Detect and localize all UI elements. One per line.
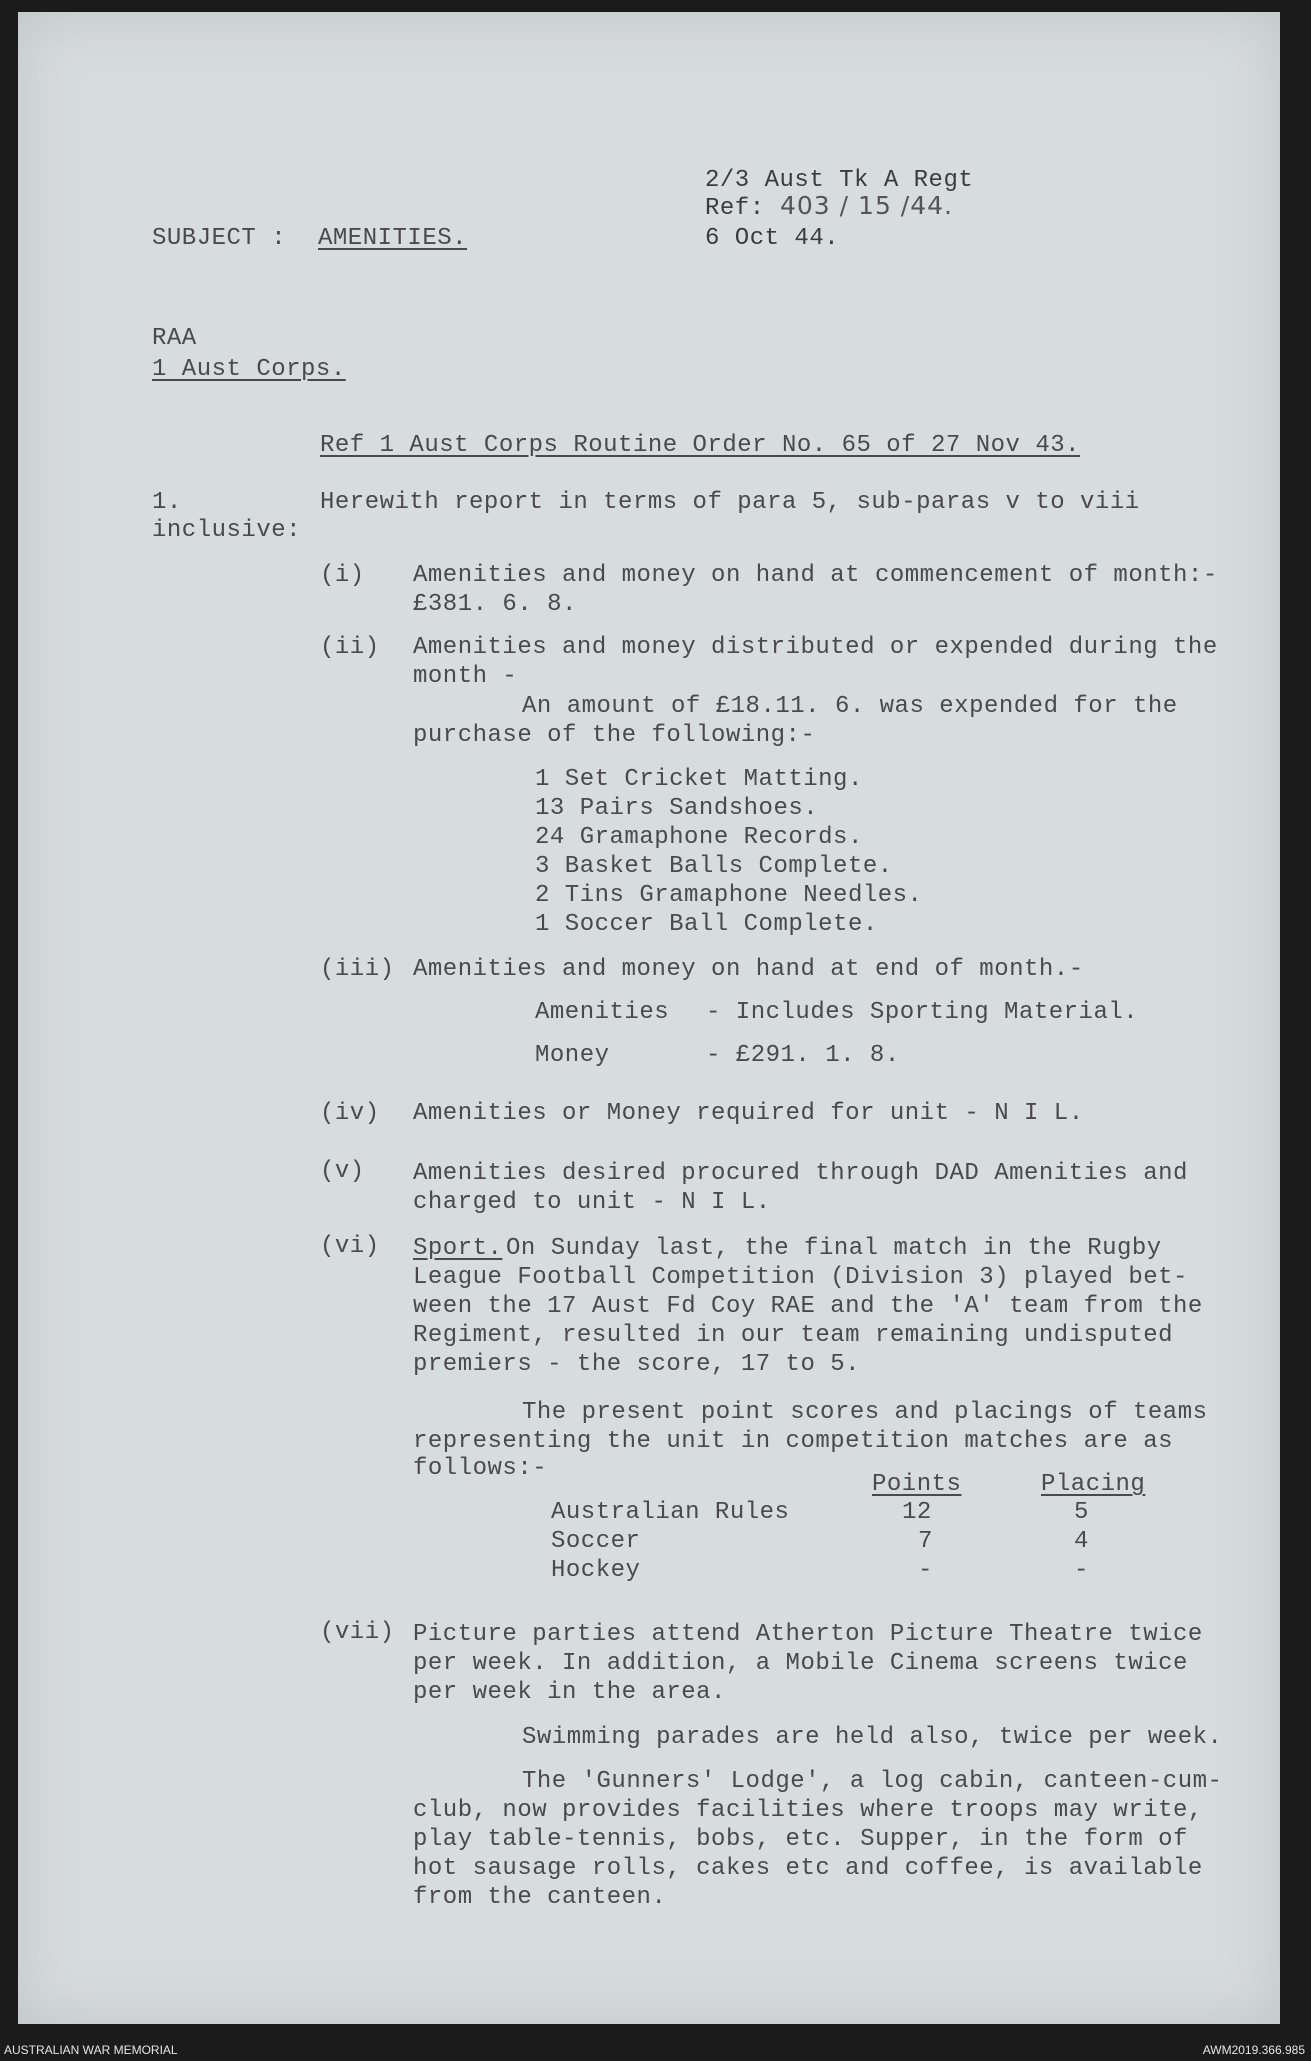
item-vi-number: (vi): [320, 1233, 380, 1260]
item-vii-line2: per week. In addition, a Mobile Cinema screens twice: [413, 1650, 1188, 1677]
table-row-team: Australian Rules: [551, 1499, 790, 1526]
item-i-line2: £381. 6. 8.: [413, 591, 577, 618]
para-text-cont: inclusive:: [152, 517, 302, 544]
purchase-item: 1 Set Cricket Matting.: [535, 766, 863, 793]
money-value: - £291. 1. 8.: [706, 1042, 900, 1069]
table-row-team: Hockey: [551, 1557, 641, 1584]
addressee-line2: 1 Aust Corps.: [152, 356, 346, 383]
item-vii-line1: Picture parties attend Atherton Picture Theatre twice: [413, 1621, 1203, 1648]
footer-item-id: AWM2019.366.985: [1202, 2043, 1305, 2057]
item-ii-line3: An amount of £18.11. 6. was expended for the: [522, 693, 1178, 720]
item-v-number: (v): [320, 1158, 365, 1185]
ref-label: Ref:: [705, 195, 765, 222]
item-ii-line1: Amenities and money distributed or expended during the: [413, 634, 1218, 661]
item-v-line1: Amenities desired procured through DAD Amenities and: [413, 1160, 1188, 1187]
item-vii-line5: The 'Gunners' Lodge', a log cabin, canteen-cum-: [522, 1768, 1223, 1795]
table-row-points: -: [918, 1557, 933, 1584]
item-i-line1: Amenities and money on hand at commencement of month:-: [413, 562, 1218, 589]
para-number: 1.: [152, 489, 182, 516]
item-i-number: (i): [320, 562, 365, 589]
purchase-item: 1 Soccer Ball Complete.: [535, 911, 878, 938]
table-row-placing: 4: [1074, 1528, 1089, 1555]
item-vii-line7: play table-tennis, bobs, etc. Supper, in the form of: [413, 1826, 1188, 1853]
item-v-line2: charged to unit - N I L.: [413, 1189, 771, 1216]
item-vi-line3: ween the 17 Aust Fd Coy RAE and the 'A' team from the: [413, 1293, 1203, 1320]
table-row-points: 12: [902, 1499, 932, 1526]
item-vi-line1: On Sunday last, the final match in the Rugby: [506, 1235, 1162, 1262]
table-header-points: Points: [872, 1471, 962, 1498]
table-row-placing: -: [1074, 1557, 1089, 1584]
reference-line: Ref 1 Aust Corps Routine Order No. 65 of 27 Nov 43.: [320, 432, 1081, 459]
item-iv-line1: Amenities or Money required for unit - N I L.: [413, 1100, 1084, 1127]
purchase-item: 24 Gramaphone Records.: [535, 824, 863, 851]
ref-number: 403 / 15 /44.: [780, 191, 953, 220]
item-ii-line4: purchase of the following:-: [413, 722, 816, 749]
purchase-item: 2 Tins Gramaphone Needles.: [535, 882, 923, 909]
subject-title: AMENITIES.: [318, 225, 468, 252]
item-vi-line5: premiers - the score, 17 to 5.: [413, 1351, 861, 1378]
sport-heading: Sport.: [413, 1235, 503, 1262]
item-iii-line1: Amenities and money on hand at end of month.-: [413, 956, 1084, 983]
item-vii-line4: Swimming parades are held also, twice per week.: [522, 1724, 1223, 1751]
item-iii-number: (iii): [320, 956, 395, 983]
money-label: Money: [535, 1042, 610, 1069]
item-vii-line6: club, now provides facilities where troops may write,: [413, 1797, 1203, 1824]
item-vi-line4: Regiment, resulted in our team remaining undisputed: [413, 1322, 1174, 1349]
item-ii-number: (ii): [320, 634, 380, 661]
item-vi-line8: follows:-: [413, 1455, 548, 1482]
amenities-value: - Includes Sporting Material.: [706, 999, 1139, 1026]
table-row-placing: 5: [1074, 1499, 1089, 1526]
item-vii-number: (vii): [320, 1619, 395, 1646]
item-vi-line6: The present point scores and placings of teams: [522, 1399, 1208, 1426]
unit-name: 2/3 Aust Tk A Regt: [705, 167, 974, 194]
item-vii-line3: per week in the area.: [413, 1679, 726, 1706]
item-vii-line9: from the canteen.: [413, 1884, 667, 1911]
subject-label: SUBJECT :: [152, 225, 287, 252]
item-vi-line7: representing the unit in competition matches are as: [413, 1428, 1174, 1455]
purchase-item: 13 Pairs Sandshoes.: [535, 795, 819, 822]
para-text: Herewith report in terms of para 5, sub-paras v to viii: [320, 489, 1140, 516]
addressee-line1: RAA: [152, 325, 197, 352]
item-iv-number: (iv): [320, 1100, 380, 1127]
table-row-points: 7: [918, 1528, 933, 1555]
table-row-team: Soccer: [551, 1528, 641, 1555]
table-header-placing: Placing: [1041, 1471, 1146, 1498]
item-ii-line2: month -: [413, 663, 518, 690]
item-vi-line2: League Football Competition (Division 3) played bet-: [413, 1264, 1188, 1291]
footer-archive-name: AUSTRALIAN WAR MEMORIAL: [4, 2043, 178, 2057]
item-vii-line8: hot sausage rolls, cakes etc and coffee, is available: [413, 1855, 1203, 1882]
amenities-label: Amenities: [535, 999, 670, 1026]
letter-date: 6 Oct 44.: [705, 225, 840, 252]
purchase-item: 3 Basket Balls Complete.: [535, 853, 893, 880]
